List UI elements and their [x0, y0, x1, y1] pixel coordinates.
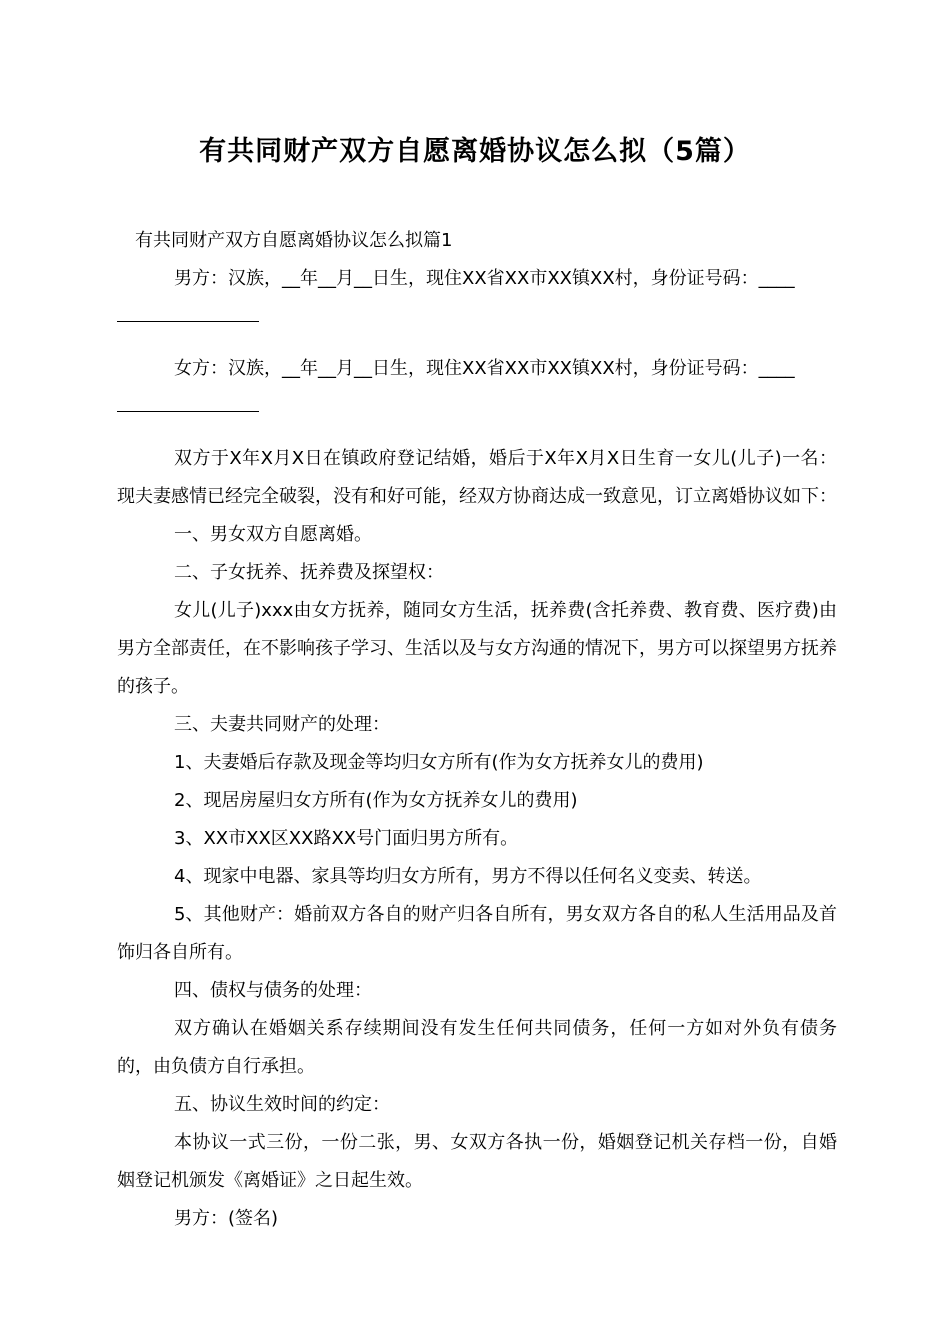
- male-signature-line: 男方：(签名): [174, 1208, 279, 1229]
- clause-4-content: 双方确认在婚姻关系存续期间没有发生任何共同债务，任何一方如对外负有债务的，由负债方自行承担。: [117, 1018, 837, 1077]
- clause-2-content: 女儿(儿子)xxx由女方抚养，随同女方生活，抚养费(含托养费、教育费、医疗费)由男方全部责任，在不影响孩子学习、生活以及与女方沟通的情况下，男方可以探望男方抚养的孩子。: [117, 600, 837, 697]
- female-party-text: 女方：汉族，__年__月__日生，现住XX省XX市XX镇XX村，身份证号码：____: [174, 358, 795, 379]
- clause-3-heading: 三、夫妻共同财产的处理：: [174, 714, 390, 735]
- clause-5-content: 本协议一式三份，一份二张，男、女双方各执一份，婚姻登记机关存档一份，自婚姻登记机颁发《离婚证》之日起生效。: [117, 1132, 837, 1191]
- clause-5-heading: 五、协议生效时间的约定：: [174, 1094, 390, 1115]
- paragraph-marriage-info: 双方于X年X月X日在镇政府登记结婚，婚后于X年X月X日生育一女儿(儿子)一名：现夫妻感情已经完全破裂，没有和好可能，经双方协商达成一致意见，订立离婚协议如下：: [117, 448, 837, 507]
- paragraph-male-party: [117, 260, 837, 336]
- section-subtitle: 有共同财产双方自愿离婚协议怎么拟篇1: [135, 230, 453, 251]
- clause-3-item-2: 2、现居房屋归女方所有(作为女方抚养女儿的费用): [174, 790, 578, 811]
- id-number-blank-line: [117, 393, 259, 412]
- clause-1: 一、男女双方自愿离婚。: [174, 524, 372, 545]
- clause-4-heading: 四、债权与债务的处理：: [174, 980, 372, 1001]
- document-body: [117, 222, 837, 1238]
- document-title: 有共同财产双方自愿离婚协议怎么拟（5篇）: [199, 136, 751, 167]
- clause-3-item-4: 4、现家中电器、家具等均归女方所有，男方不得以任何名义变卖、转送。: [174, 866, 762, 887]
- paragraph-female-party: [117, 350, 837, 426]
- clause-3-item-5: 5、其他财产：婚前双方各自的财产归各自所有，男女双方各自的私人生活用品及首饰归各自所有。: [117, 904, 837, 963]
- male-party-text: 男方：汉族，__年__月__日生，现住XX省XX市XX镇XX村，身份证号码：____: [174, 268, 795, 289]
- clause-3-item-3: 3、XX市XX区XX路XX号门面归男方所有。: [174, 828, 519, 849]
- clause-3-item-1: 1、夫妻婚后存款及现金等均归女方所有(作为女方抚养女儿的费用): [174, 752, 704, 773]
- clause-2-heading: 二、子女抚养、抚养费及探望权：: [174, 562, 444, 583]
- id-number-blank-line: [117, 303, 259, 322]
